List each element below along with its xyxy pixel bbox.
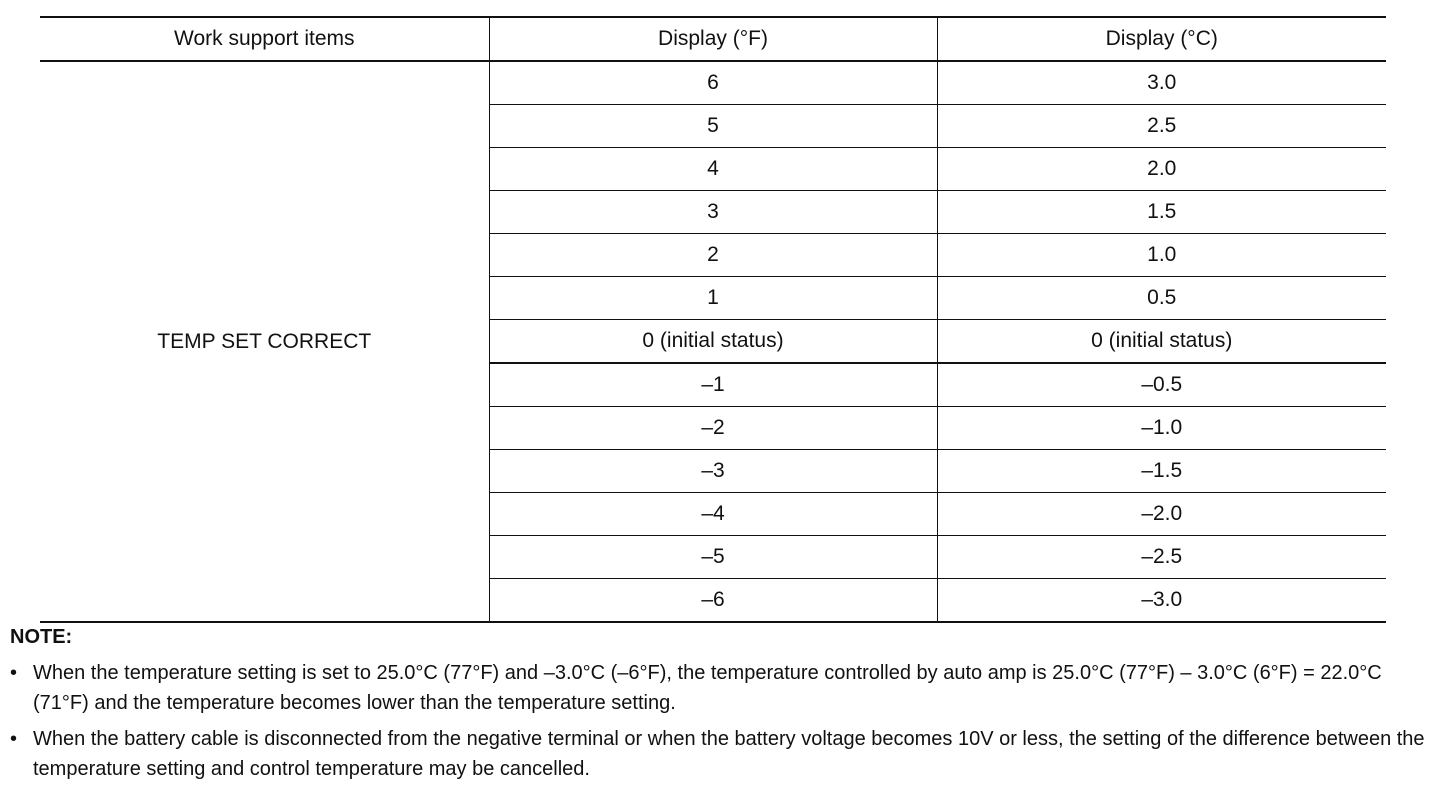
header-row	[40, 17, 1386, 61]
table-header	[40, 17, 1386, 61]
header-work-support-items: Work support items	[174, 27, 355, 50]
header-display-f: Display (°F)	[489, 17, 937, 61]
display-f-cell: –5	[489, 536, 937, 579]
note-list	[10, 658, 1430, 784]
display-c-cell: –2.0	[937, 493, 1386, 536]
display-c-cell: 1.0	[937, 234, 1386, 277]
display-c-cell: –2.5	[937, 536, 1386, 579]
display-f-cell: –1	[489, 363, 937, 407]
display-f-cell: 3	[489, 191, 937, 234]
note-text: When the temperature setting is set to 25.0°C (77°F) and –3.0°C (–6°F), the temperature controlled by auto amp is 25.0°C (77°F) – 3.0°C (6°F) = 22.0°C (71°F) and the temperature becomes lower than the temperature setting.	[33, 662, 1382, 714]
display-f-cell: –2	[489, 407, 937, 450]
display-f-cell: –3	[489, 450, 937, 493]
display-f-cell: –6	[489, 579, 937, 623]
display-f-cell: 2	[489, 234, 937, 277]
display-c-cell: 0.5	[937, 277, 1386, 320]
display-c-cell: 2.5	[937, 105, 1386, 148]
note-item	[10, 658, 1430, 718]
display-f-cell: 5	[489, 105, 937, 148]
display-c-cell: –1.0	[937, 407, 1386, 450]
header-display-c: Display (°C)	[937, 17, 1386, 61]
bullet-icon: •	[10, 728, 18, 750]
work-support-table	[40, 16, 1386, 623]
display-c-cell: 3.0	[937, 61, 1386, 105]
table-body	[40, 61, 1386, 622]
display-f-cell: 0 (initial status)	[489, 320, 937, 364]
note-item	[10, 724, 1430, 784]
display-c-cell: –1.5	[937, 450, 1386, 493]
display-c-cell: 0 (initial status)	[937, 320, 1386, 364]
work-support-item-cell: TEMP SET CORRECT	[40, 61, 489, 622]
display-f-cell: –4	[489, 493, 937, 536]
display-c-cell: –3.0	[937, 579, 1386, 623]
display-c-cell: –0.5	[937, 363, 1386, 407]
table-row	[40, 61, 1386, 105]
display-f-cell: 6	[489, 61, 937, 105]
note-title: NOTE:	[10, 626, 73, 648]
note-section	[10, 622, 1430, 790]
display-c-cell: 1.5	[937, 191, 1386, 234]
display-c-cell: 2.0	[937, 148, 1386, 191]
display-f-cell: 1	[489, 277, 937, 320]
bullet-icon: •	[10, 662, 18, 684]
note-text: When the battery cable is disconnected from the negative terminal or when the battery voltage becomes 10V or less, the setting of the difference between the temperature setting and control temperature may be cancelled.	[33, 728, 1425, 780]
display-f-cell: 4	[489, 148, 937, 191]
